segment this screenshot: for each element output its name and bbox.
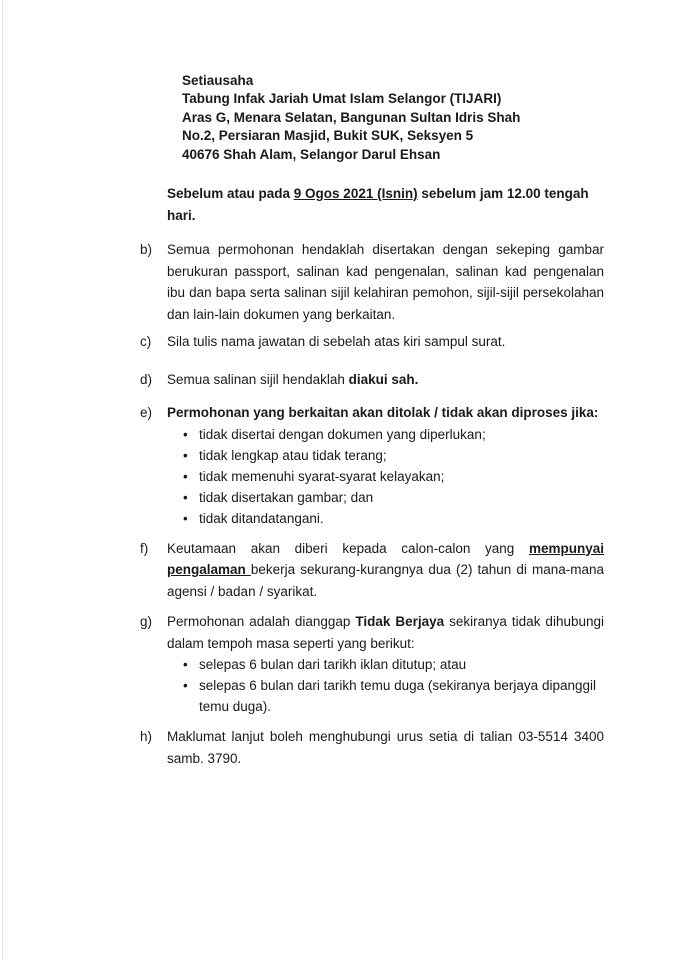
item-label: c) — [140, 334, 152, 350]
text-segment: Sila tulis nama jawatan di sebelah atas kiri sampul surat. — [167, 334, 506, 350]
item-c — [140, 331, 604, 353]
deadline-paragraph — [167, 183, 604, 226]
bullet-item: • tidak disertakan gambar; dan — [183, 487, 604, 508]
bullet-item: • tidak ditandatangani. — [183, 508, 604, 529]
item-text — [167, 402, 604, 424]
item-d — [140, 369, 604, 391]
bullet-list-e — [140, 424, 604, 529]
text-segment: Permohonan yang berkaitan akan ditolak / tidak akan diproses jika: — [167, 405, 599, 421]
item-text — [167, 369, 604, 391]
address-line: Aras G, Menara Selatan, Bangunan Sultan Idris Shah — [182, 109, 521, 125]
text-segment: bekerja sekurang-kurangnya dua (2) tahun di mana-mana agensi / badan / syarikat. — [167, 562, 604, 599]
bullet-item: • tidak disertai dengan dokumen yang diperlukan; — [183, 424, 604, 445]
item-g — [140, 611, 604, 654]
text-segment: diakui sah. — [348, 371, 419, 387]
address-line: Setiausaha — [182, 73, 254, 88]
recipient-address-block — [182, 72, 604, 164]
item-label: f) — [140, 540, 149, 556]
text-segment: Semua salinan sijil hendaklah — [167, 371, 349, 387]
text-segment: Sebelum atau pada — [167, 186, 294, 202]
address-line: No.2, Persiaran Masjid, Bukit SUK, Seksyen 5 — [182, 128, 474, 144]
bullet-list-g — [140, 654, 604, 717]
item-text — [167, 611, 604, 654]
address-line: Tabung Infak Jariah Umat Islam Selangor (TIJARI) — [182, 91, 502, 107]
item-text — [167, 239, 604, 325]
item-b — [140, 239, 604, 325]
text-segment: 9 Ogos 2021 (Isnin) — [293, 186, 418, 202]
item-text — [167, 726, 604, 769]
text-segment: Maklumat lanjut boleh menghubungi urus setia di talian 03-5514 3400 samb. 3790. — [167, 729, 604, 766]
item-f — [140, 538, 604, 603]
bullet-item: • tidak lengkap atau tidak terang; — [183, 445, 604, 466]
item-label: g) — [140, 614, 153, 630]
item-label: e) — [140, 405, 153, 421]
text-segment: sekiranya tidak dihubungi dalam tempoh masa seperti yang berikut: — [167, 614, 604, 651]
text-segment: Semua permohonan hendaklah disertakan dengan sekeping gambar berukuran passport, salinan kad pengenalan, salinan kad pengenalan ibu dan bapa serta salinan sijil kelahiran pemohon, sijil-sijil persekolahan dan lain-lain dokumen yang berkaitan. — [167, 242, 604, 322]
text-segment: Keutamaan akan diberi kepada calon-calon yang — [167, 540, 529, 556]
document-content — [140, 72, 604, 769]
item-h — [140, 726, 604, 769]
text-segment: Tidak Berjaya — [355, 614, 445, 630]
bullet-item: • tidak memenuhi syarat-syarat kelayakan; — [183, 466, 604, 487]
text-segment: mempunyai pengalaman — [167, 540, 604, 578]
text-segment: sebelum jam 12.00 tengah hari. — [167, 186, 589, 223]
item-text — [167, 538, 604, 603]
address-line: 40676 Shah Alam, Selangor Darul Ehsan — [182, 146, 441, 162]
item-e — [140, 402, 604, 424]
bullet-item: • selepas 6 bulan dari tarikh iklan ditutup; atau — [183, 654, 604, 675]
item-text — [167, 331, 604, 353]
text-segment: Permohonan adalah dianggap — [167, 614, 356, 630]
item-label: h) — [140, 729, 153, 745]
item-label: b) — [140, 242, 153, 258]
item-label: d) — [140, 371, 153, 387]
bullet-item: • selepas 6 bulan dari tarikh temu duga (sekiranya berjaya dipanggil temu duga). — [183, 675, 604, 717]
